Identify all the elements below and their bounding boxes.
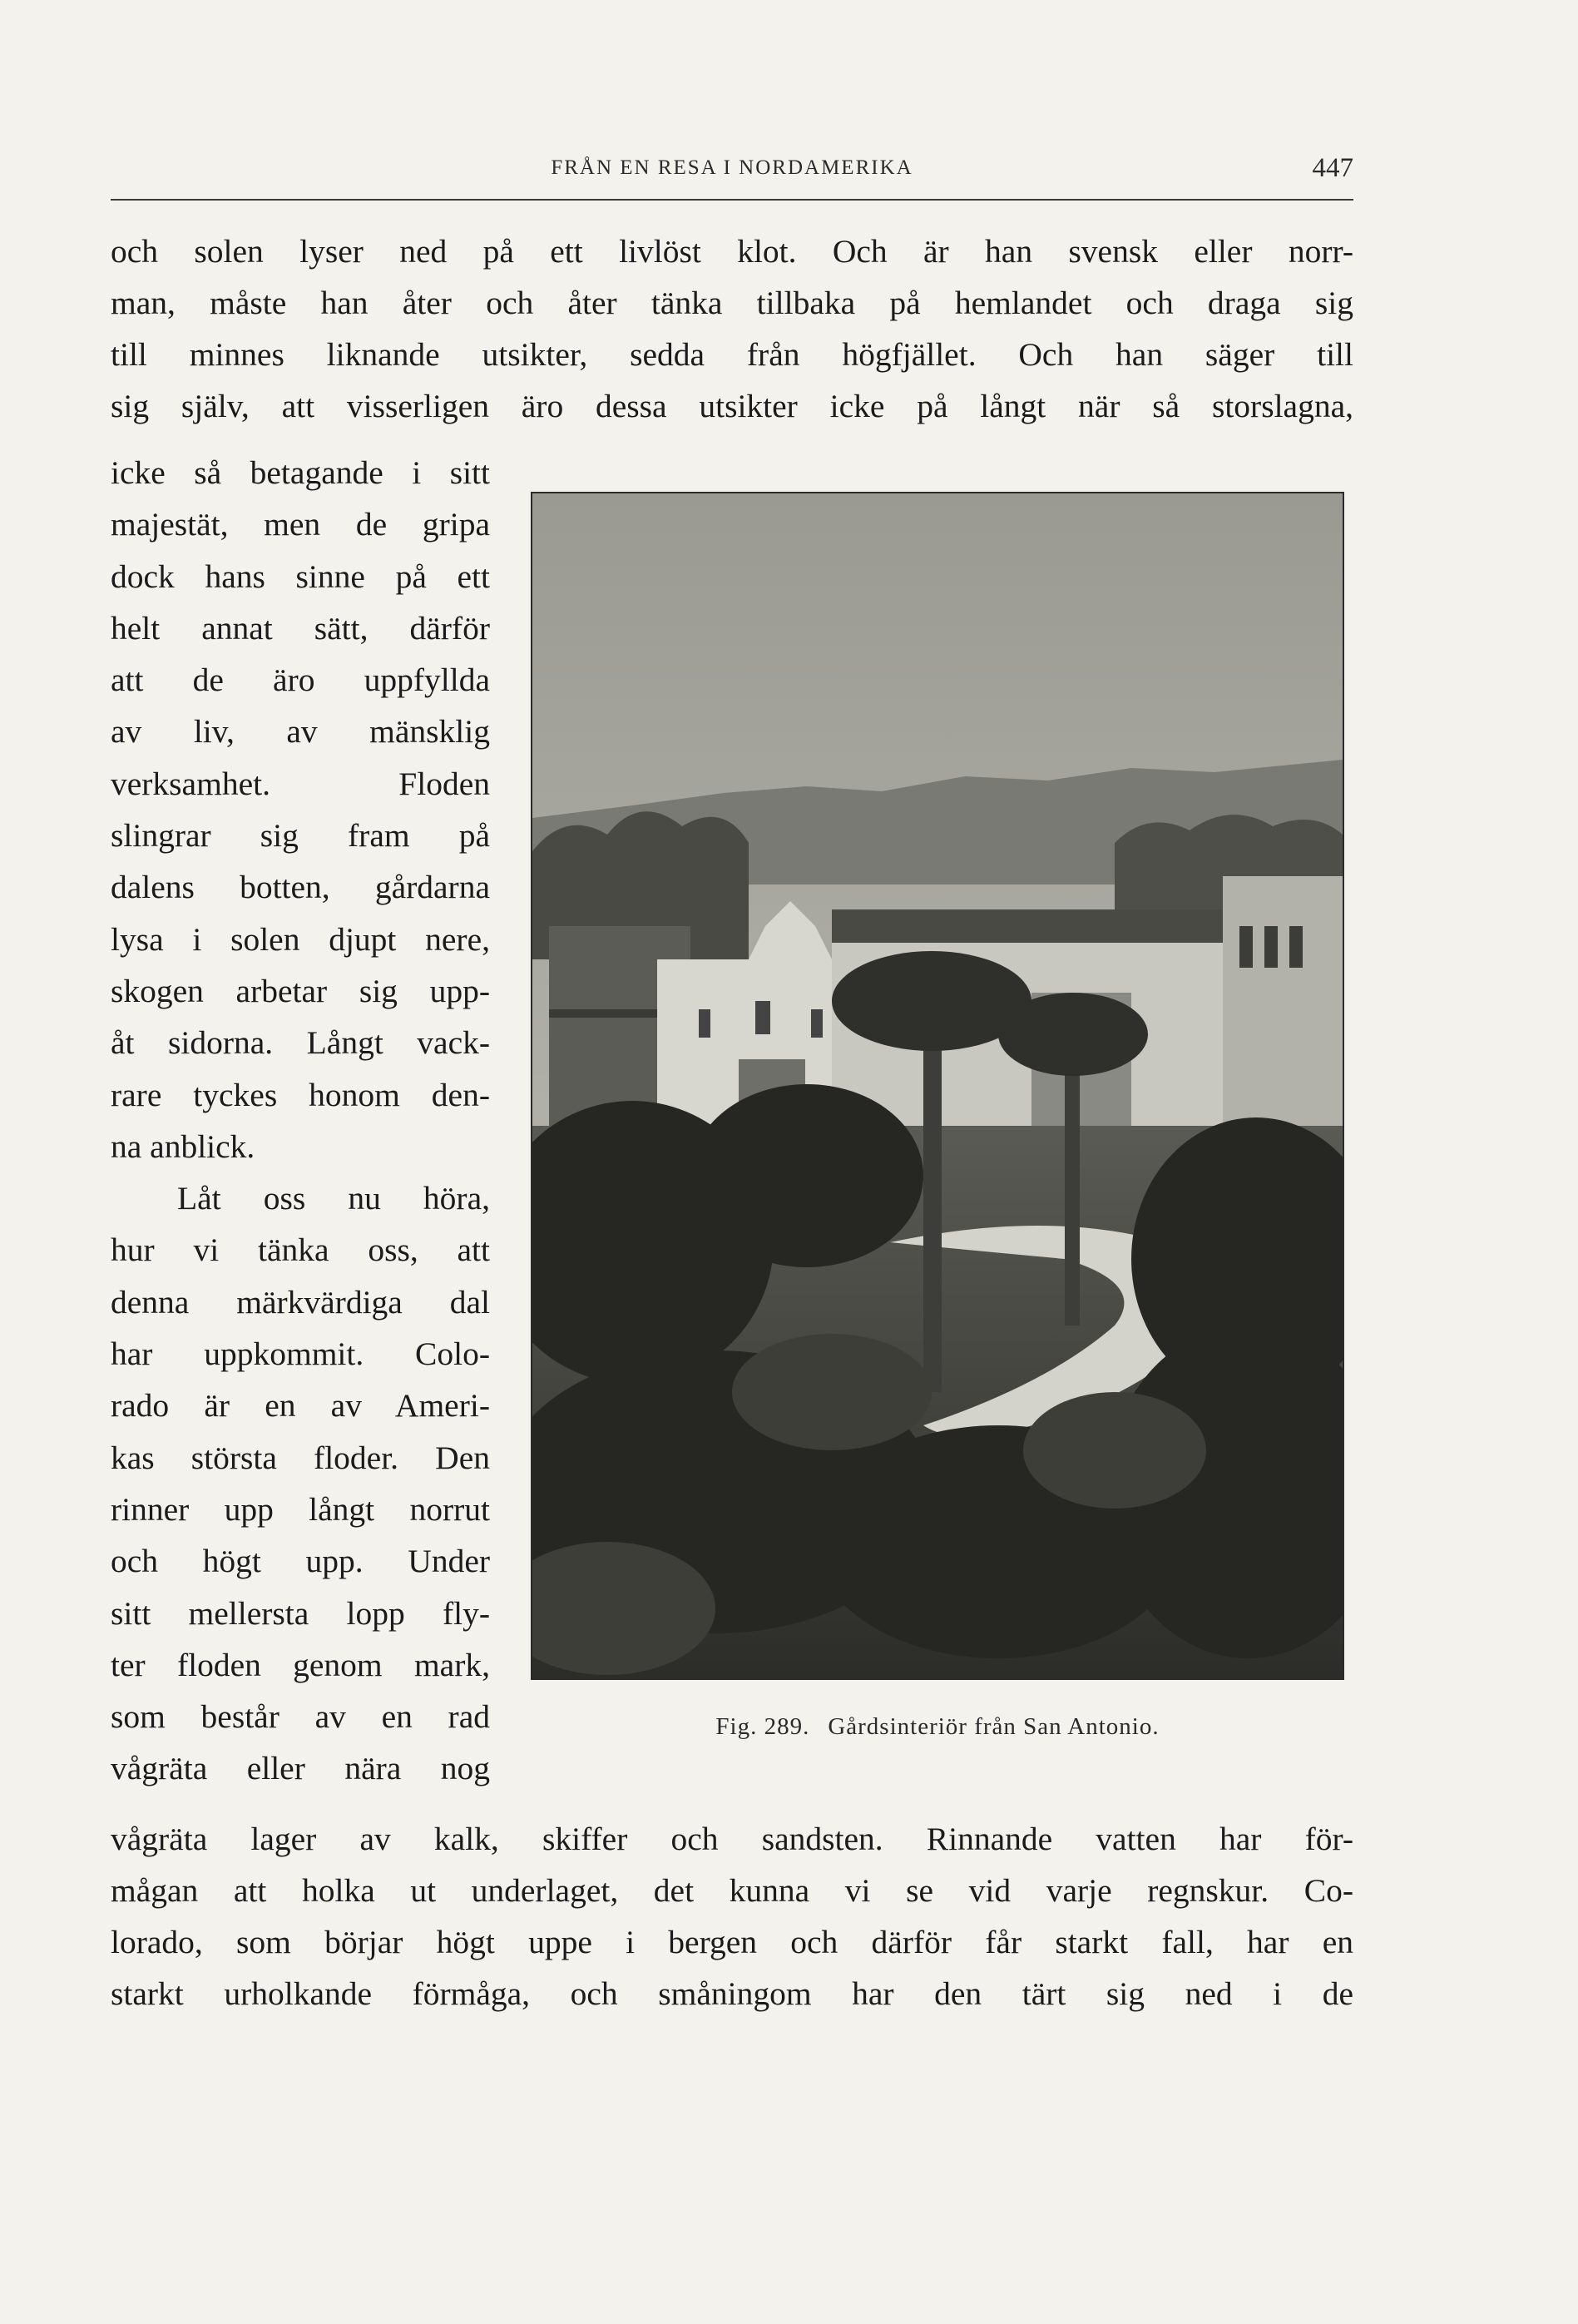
text-line: skogen arbetar sig upp- — [111, 972, 490, 1009]
text-line: att de äro uppfyllda — [111, 662, 490, 699]
text-line: sitt mellersta lopp fly- — [111, 1594, 490, 1632]
text-line: sig själv, att visserligen äro dessa utsikter icke på långt när så storslagna, — [111, 388, 1353, 424]
text-line: till minnes liknande utsikter, sedda från högfjället. Och han säger till — [111, 336, 1353, 373]
text-line: vågräta eller nära nog — [111, 1750, 490, 1787]
text-line: och högt upp. Under — [111, 1543, 490, 1580]
paragraph-top — [111, 225, 1353, 432]
text-line: ter floden genom mark, — [111, 1646, 490, 1683]
text-line: som består av en rad — [111, 1698, 490, 1736]
text-line: rado är en av Ameri- — [111, 1387, 490, 1425]
caption-text: Gårdsinteriör från San Antonio. — [828, 1713, 1160, 1740]
paragraph-left-column — [111, 447, 490, 1795]
header-rule — [111, 199, 1353, 201]
text-line: Låt oss nu höra, — [177, 1180, 490, 1217]
text-line: mågan att holka ut underlaget, det kunna vi se vid varje regnskur. Co- — [111, 1872, 1353, 1909]
text-line: åt sidorna. Långt vack- — [111, 1024, 490, 1062]
running-header — [111, 153, 1353, 200]
text-line: na anblick. — [111, 1127, 255, 1165]
text-line: helt annat sätt, därför — [111, 609, 490, 647]
text-line: denna märkvärdiga dal — [111, 1283, 490, 1321]
paragraph-bottom — [111, 1813, 1353, 2019]
text-line: och solen lyser ned på ett livlöst klot. Och är han svensk eller norr- — [111, 233, 1353, 270]
text-line: rinner upp långt norrut — [111, 1490, 490, 1528]
text-line: lorado, som börjar högt uppe i bergen och därför får starkt fall, har en — [111, 1924, 1353, 1960]
text-line: man, måste han åter och åter tänka tillbaka på hemlandet och draga sig — [111, 285, 1353, 321]
text-line: hur vi tänka oss, att — [111, 1231, 490, 1269]
text-line: av liv, av mänsklig — [111, 713, 490, 751]
text-line: icke så betagande i sitt — [111, 454, 490, 491]
text-line: dock hans sinne på ett — [111, 557, 490, 595]
text-line: har uppkommit. Colo- — [111, 1335, 490, 1373]
text-line: verksamhet. Floden — [111, 765, 490, 802]
text-line: rare tyckes honom den- — [111, 1076, 490, 1113]
text-line: slingrar sig fram på — [111, 817, 490, 855]
courtyard-photograph — [531, 492, 1344, 1680]
figure-caption — [531, 1713, 1344, 1741]
text-line: majestät, men de gripa — [111, 506, 490, 543]
text-line: dalens botten, gårdarna — [111, 869, 490, 906]
figure-number: Fig. 289. — [715, 1713, 810, 1740]
text-line: kas största floder. Den — [111, 1439, 490, 1476]
text-line: starkt urholkande förmåga, och småningom har den tärt sig ned i de — [111, 1975, 1353, 2012]
text-line: lysa i solen djupt nere, — [111, 920, 490, 958]
running-title: FRÅN EN RESA I NORDAMERIKA — [551, 156, 913, 179]
page-number: 447 — [1312, 153, 1353, 183]
text-line: vågräta lager av kalk, skiffer och sandsten. Rinnande vatten har för- — [111, 1821, 1353, 1857]
photo-illustration — [532, 493, 1343, 1678]
